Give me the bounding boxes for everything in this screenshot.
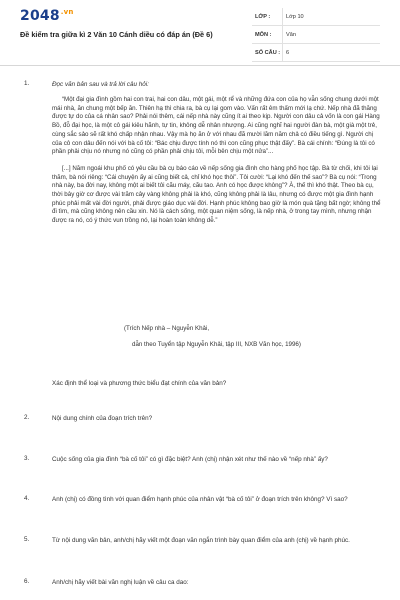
meta-row-class	[252, 8, 380, 26]
reading-passage	[52, 96, 382, 226]
meta-value: Văn	[283, 26, 381, 44]
logo-text: 2048	[20, 8, 60, 24]
question-text: Xác định thể loại và phương thức biểu đạt chính của văn bản?	[52, 380, 227, 387]
logo-suffix: .vn	[60, 8, 74, 16]
question-text: Anh/chị hãy viết bài văn nghị luận về câu ca dao:	[52, 579, 189, 586]
document-title: Đề kiểm tra giữa kì 2 Văn 10 Cánh diều có đáp án (Đề 6)	[20, 30, 213, 39]
meta-label: LỚP :	[252, 8, 283, 26]
meta-label: MÔN :	[252, 26, 283, 44]
question-text: Từ nội dung văn bản, anh/chị hãy viết một đoạn văn ngắn trình bày quan điểm của anh (chị) về hạnh phúc.	[52, 537, 350, 544]
site-logo[interactable]	[20, 8, 74, 24]
question-text: Nội dung chính của đoạn trích trên?	[52, 415, 153, 422]
passage-source: dẫn theo Tuyển tập Nguyễn Khải, tập III, NXB Văn học, 1996)	[132, 341, 301, 348]
document-meta-table	[252, 8, 380, 62]
meta-row-count	[252, 44, 380, 62]
question-number: 1.	[24, 80, 30, 87]
meta-label: SỐ CÂU :	[252, 44, 283, 62]
question-number: 4.	[24, 495, 30, 502]
meta-value: 6	[283, 44, 381, 62]
passage-source: (Trích Nếp nhà – Nguyễn Khải,	[124, 325, 210, 332]
meta-value: Lớp 10	[283, 8, 381, 26]
passage-paragraph: “Một đại gia đình gồm hai con trai, hai con dâu, một gái, một rể và những đứa con của họ vẫn sống chung dưới một mái nhà, ăn chung một bếp ăn. Thiên hạ thì chia ra, bà cụ lại gom vào. Vấn rất êm thấm mới lạ chứ. Nếp nhà đã thăng được tự do của cá nhân sao? Phải nói thêm, cái nếp nhà này cũng ít ai theo kịp. Người con dâu cả vốn là con gái Hàng Bồ, đỗ đại học, là một cô gái kiêu hãnh, tự tin, không dễ nhân nhượng. Ai cũng nghĩ hai người đàn bà, một già một trẻ, cùng sắc sảo sẽ rất khó chấp nhận nhau. Vậy mà họ ăn ở với nhau đã mười lăm năm chả có điều tiếng gì. Người chị của cô con dâu đến nói với bà cố tôi: “Bác chịu được tính nó thì con cũng phục thật đấy”. Bà cái chính: “Đúng là tôi có phần phải chịu nó nhưng nó cũng có phần phải chịu tôi, mỗi bên chịu một nửa”...	[52, 96, 380, 156]
meta-row-subject	[252, 26, 380, 44]
question-number: 5.	[24, 536, 30, 543]
passage-paragraph: [...] Năm ngoái khu phố có yêu cầu bà cụ báo cáo về nếp sống gia đình cho hàng phố học tập. Bà từ chối, khi tôi lại thăm, bà nói riêng: “Cái chuyện ấy ai cũng biết cả, chỉ khó học thôi”. Tôi cười: “Lại khó đến thế sao”? Bà cụ nói: “Trong nhà này, ba đời nay, không một ai biết tôi cãu máy, cãu tao. Anh có học được không”? À, thế thì khó thật. Theo bà cụ, thời bây giờ cơ được vài trăm cây vàng không phải là khó, cũng không phải là lâu, nhưng có được một gia đình hạnh phúc phải mất vài đời người, phải được giáo dục vài đời. Hạnh phúc không bao giờ là món quà tặng bất ngờ; không thể đi tìm, mà cũng không nên cầu xin. Nó là cách sống, một quan niệm sống, là nếp nhà, ở trong tay mình, nhưng nhận được ra nó, có ý thức vun trồng nó, lại hoàn toàn không dễ.”	[52, 164, 381, 225]
question-text: Anh (chị) có đồng tình với quan điểm hạnh phúc của nhân vật “bà cố tôi” ở đoạn trích trên không? Vì sao?	[52, 496, 348, 503]
header-divider	[0, 65, 400, 66]
question-number: 6.	[24, 578, 30, 585]
question-number: 2.	[24, 414, 30, 421]
question-number: 3.	[24, 455, 30, 462]
page-header	[0, 0, 400, 62]
question-text: Cuộc sống của gia đình “bà cố tôi” có gì đặc biệt? Anh (chị) nhận xét như thế nào về “nếp nhà” ấy?	[52, 456, 328, 463]
question-instruction: Đọc văn bản sau và trả lời câu hỏi:	[52, 81, 149, 88]
